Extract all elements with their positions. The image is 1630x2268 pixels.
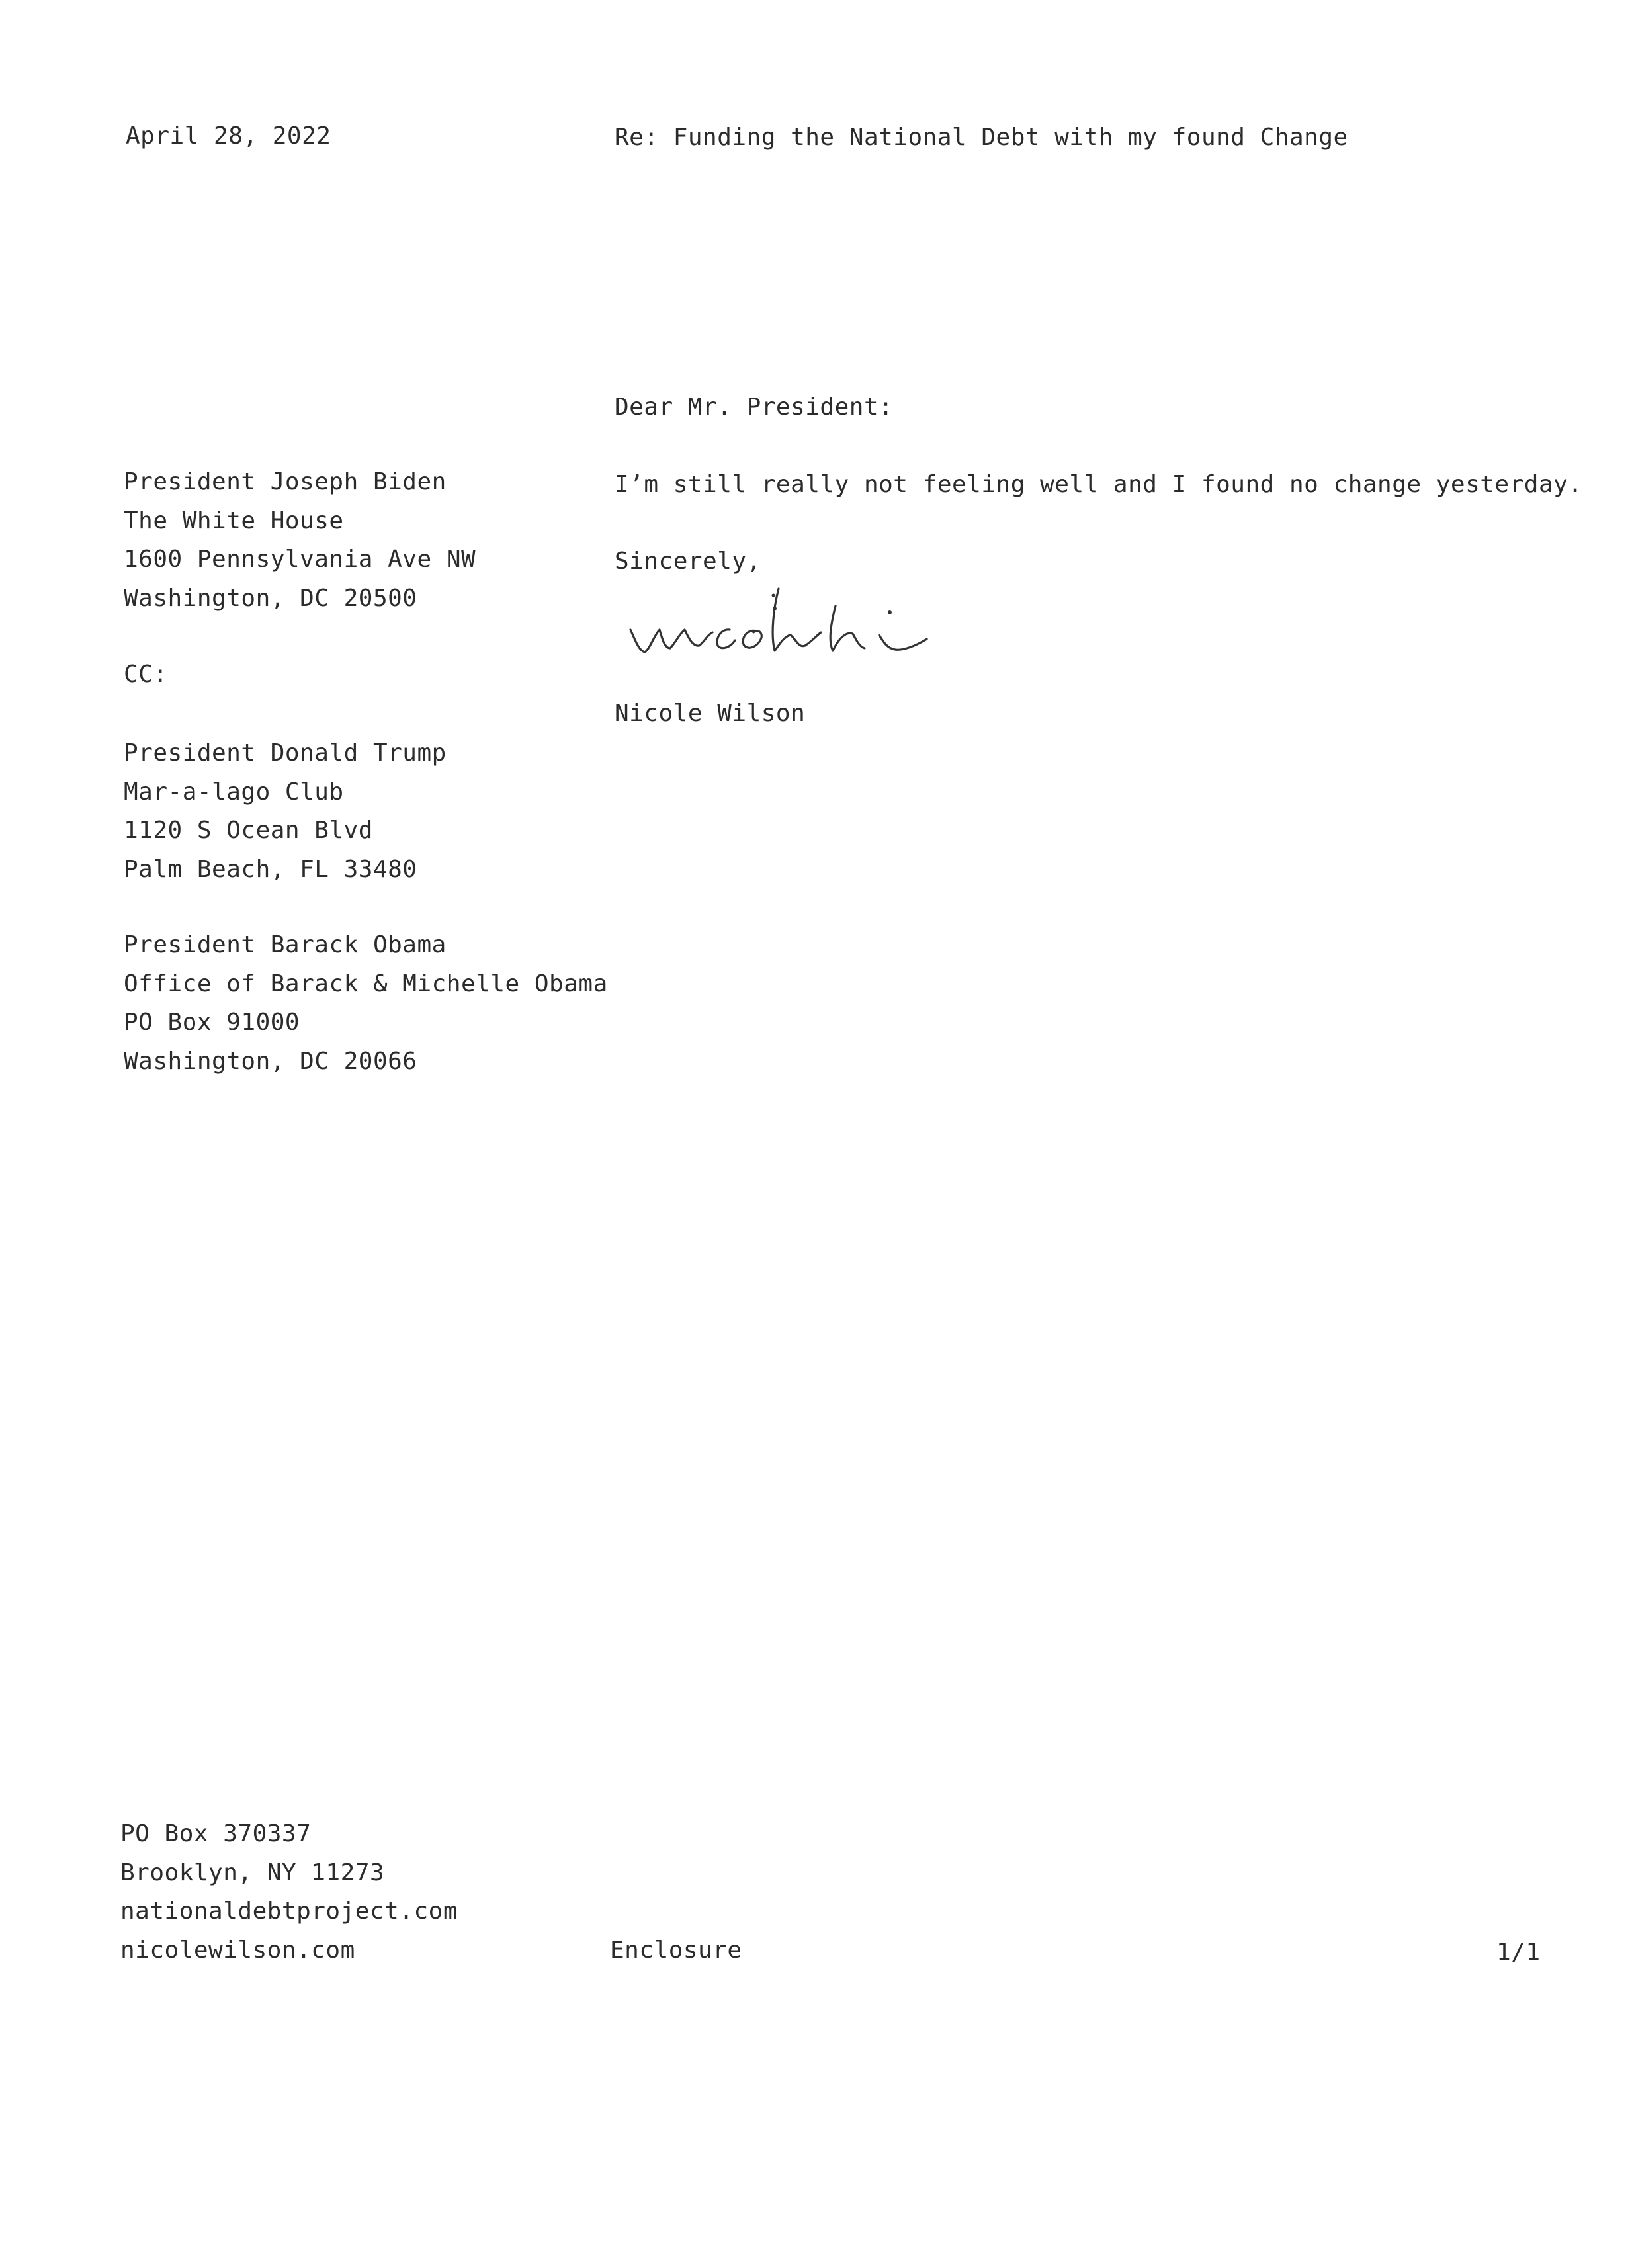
enclosure-note: Enclosure	[610, 1937, 742, 1964]
salutation: Dear Mr. President:	[615, 394, 894, 421]
page-number: 1/1	[1496, 1939, 1541, 1966]
sender-line: Brooklyn, NY 11273	[120, 1859, 385, 1886]
sender-line: PO Box 370337	[120, 1820, 312, 1847]
sender-line: nationaldebtproject.com	[120, 1898, 458, 1925]
handwritten-signature	[625, 582, 943, 668]
letter-body: I’m still really not feeling well and I found no change yesterday.	[615, 471, 1583, 498]
recipient-line: 1600 Pennsylvania Ave NW	[124, 546, 476, 573]
cc-recipient-line: 1120 S Ocean Blvd	[124, 817, 373, 844]
cc-recipient-line: Mar-a-lago Club	[124, 778, 344, 806]
cc-recipient-line: Washington, DC 20066	[124, 1047, 417, 1075]
sender-line: nicolewilson.com	[120, 1936, 355, 1964]
recipient-line: President Joseph Biden	[124, 468, 447, 495]
cc-recipient-address	[124, 926, 608, 1081]
cc-label: CC:	[124, 661, 168, 688]
cc-recipient-line: PO Box 91000	[124, 1009, 300, 1036]
cc-recipient-line: President Donald Trump	[124, 739, 447, 767]
recipient-line: Washington, DC 20500	[124, 584, 417, 612]
signature-name: Nicole Wilson	[615, 700, 806, 727]
letter-date: April 28, 2022	[126, 122, 331, 149]
sender-address	[120, 1815, 458, 1970]
closing: Sincerely,	[615, 548, 761, 575]
cc-recipient-address	[124, 734, 447, 889]
cc-recipient-line: Office of Barack & Michelle Obama	[124, 970, 608, 997]
letter-subject: Re: Funding the National Debt with my found Change	[615, 124, 1348, 151]
recipient-address	[124, 463, 476, 618]
recipient-line: The White House	[124, 507, 344, 534]
cc-recipient-line: President Barack Obama	[124, 931, 447, 958]
cc-recipient-line: Palm Beach, FL 33480	[124, 855, 417, 883]
